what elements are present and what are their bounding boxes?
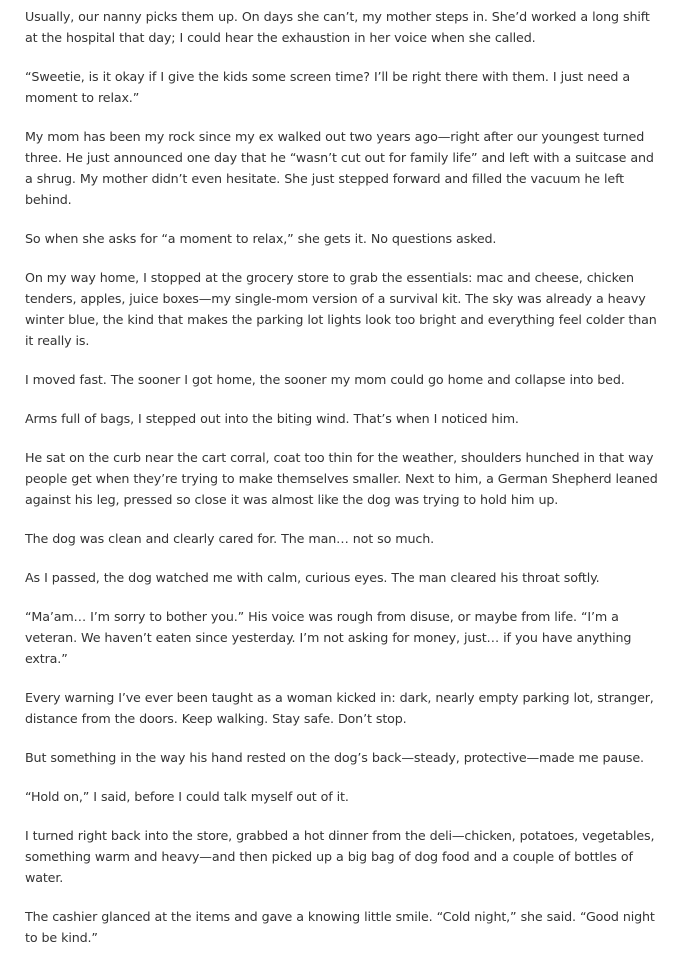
paragraph: I moved fast. The sooner I got home, the sooner my mom could go home and collapse into bed.	[25, 372, 625, 387]
paragraph: My mom has been my rock since my ex walked out two years ago—right after our youngest turned three. He just announced one day that he “wasn’t cut out for family life” and left with a suitcase and a shrug. My mother didn’t even hesitate. She just stepped forward and filled the vacuum he left behind.	[25, 129, 654, 207]
paragraph: He sat on the curb near the cart corral, coat too thin for the weather, shoulders hunched in that way people get when they’re trying to make themselves smaller. Next to him, a German Shepherd leaned against his leg, pressed so close it was almost like the dog was trying to hold him up.	[25, 450, 658, 507]
paragraph: I turned right back into the store, grabbed a hot dinner from the deli—chicken, potatoes, vegetables, something warm and heavy—and then picked up a big bag of dog food and a couple of bottles of water.	[25, 828, 655, 885]
paragraph: “Hold on,” I said, before I could talk myself out of it.	[25, 789, 349, 804]
paragraph: On my way home, I stopped at the grocery store to grab the essentials: mac and cheese, chicken tenders, apples, juice boxes—my single-mom version of a survival kit. The sky was already a heavy winter blue, the kind that makes the parking lot lights look too bright and everything feel colder than it really is.	[25, 270, 657, 348]
paragraph: Every warning I’ve ever been taught as a woman kicked in: dark, nearly empty parking lot, stranger, distance from the doors. Keep walking. Stay safe. Don’t stop.	[25, 690, 654, 726]
paragraph: “Ma’am… I’m sorry to bother you.” His voice was rough from disuse, or maybe from life. “I’m a veteran. We haven’t eaten since yesterday. I’m not asking for money, just… if you have anything extra.”	[25, 609, 632, 666]
paragraph: “Sweetie, is it okay if I give the kids some screen time? I’ll be right there with them. I just need a moment to relax.”	[25, 69, 631, 105]
paragraph: Usually, our nanny picks them up. On days she can’t, my mother steps in. She’d worked a long shift at the hospital that day; I could hear the exhaustion in her voice when she called.	[25, 9, 650, 45]
paragraph: Arms full of bags, I stepped out into the biting wind. That’s when I noticed him.	[25, 411, 519, 426]
paragraph: The cashier glanced at the items and gave a knowing little smile. “Cold night,” she said. “Good night to be kind.”	[25, 909, 655, 945]
article-body	[25, 6, 665, 966]
paragraph: As I passed, the dog watched me with calm, curious eyes. The man cleared his throat softly.	[25, 570, 600, 585]
paragraph: But something in the way his hand rested on the dog’s back—steady, protective—made me pause.	[25, 750, 644, 765]
paragraph: So when she asks for “a moment to relax,” she gets it. No questions asked.	[25, 231, 497, 246]
paragraph: The dog was clean and clearly cared for. The man… not so much.	[25, 531, 434, 546]
